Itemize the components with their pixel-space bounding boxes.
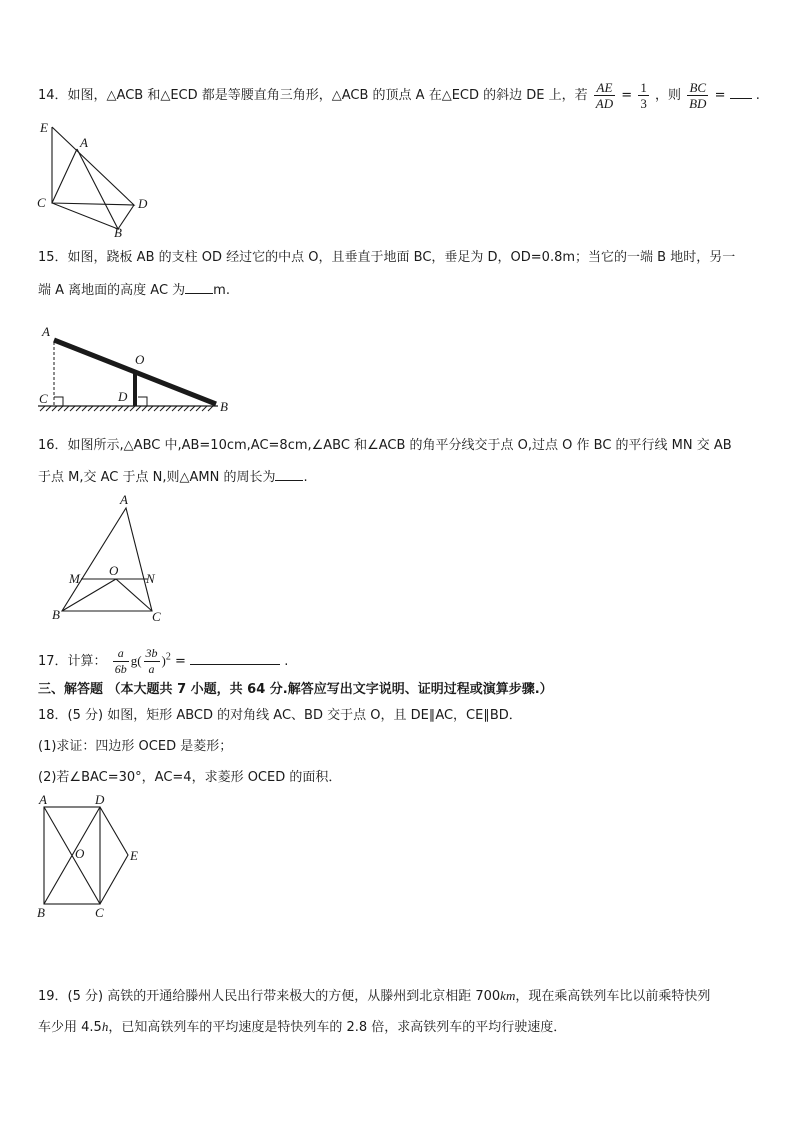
q16-figure	[45, 493, 180, 628]
q17-fraction-3b-a: $\frac{3b}{a}$	[145, 646, 158, 676]
q14-fraction-bc-bd: $\frac{BC}{BD}$	[689, 80, 707, 111]
q18-figure	[32, 790, 157, 925]
q18-segments-de-ce	[100, 807, 128, 904]
q19-line-2: 车少用 4.5h，已知高铁列车的平均速度是特快列车的 2.8 倍，求高铁列车的平均行驶速度．	[38, 1019, 567, 1035]
q15-label-b: B	[220, 399, 228, 414]
q18-label-o: O	[75, 846, 85, 861]
q16-label-c: C	[152, 609, 161, 624]
q14-fraction-ae-ad: $\frac{AE}{AD}$	[595, 80, 614, 111]
q16-label-n: N	[146, 571, 155, 586]
q14-label-c: C	[37, 195, 46, 210]
q16-label-a: A	[120, 492, 128, 507]
q18-label-b: B	[37, 905, 45, 920]
q14-label-e: E	[40, 120, 48, 135]
q16-triangle-abc	[62, 508, 152, 611]
q16-label-b: B	[52, 607, 60, 622]
q15-line-2: 端 A 离地面的高度 AC 为 m.	[38, 283, 230, 298]
q18-line-1: 18．(5 分) 如图，矩形 ABCD 的对角线 AC、BD 交于点 O，且 DE∥AC，CE∥BD．	[38, 708, 522, 723]
q18-line-2: (1)求证：四边形 OCED 是菱形；	[38, 739, 233, 754]
q15-label-o: O	[135, 352, 145, 367]
q14-fraction-one-third: $\frac{1}{3}$	[640, 80, 647, 111]
q14-text: 14．如图，△ACB 和△ECD 都是等腰直角三角形，△ACB 的顶点 A 在△ECD 的斜边 DE 上，若 $\frac{AE}{AD}$ = $\frac{1}{3}$ ，则 $\frac{BC}{BD}$ = .	[38, 80, 760, 111]
q14-triangle-ecd	[52, 127, 134, 205]
q14-label-d: D	[138, 196, 148, 211]
q17-line: 17．计算： $\frac{a}{6b}$ g( $\frac{3b}{a}$ )$^2$ = .	[38, 646, 289, 676]
q15-label-c: C	[39, 391, 48, 406]
q18-label-c: C	[95, 905, 104, 920]
section-3-heading	[38, 681, 553, 699]
q18-label-e: E	[130, 848, 138, 863]
q18-line-3: (2)若∠BAC=30°，AC=4，求菱形 OCED 的面积．	[38, 770, 342, 785]
q15-label-a: A	[42, 324, 50, 339]
q16-label-o: O	[109, 563, 119, 578]
q17-answer-blank[interactable]	[190, 652, 280, 665]
q14-figure	[30, 115, 160, 240]
q14-label-a: A	[80, 135, 88, 150]
q16-answer-blank[interactable]	[275, 468, 303, 481]
q16-line-1: 16．如图所示,△ABC 中,AB=10cm,AC=8cm,∠ABC 和∠ACB 的角平分线交于点 O,过点 O 作 BC 的平行线 MN 交 AB	[38, 438, 732, 453]
q15-answer-blank[interactable]	[185, 281, 213, 294]
q17-fraction-a-6b: $\frac{a}{6b}$	[114, 646, 127, 676]
q15-figure	[34, 318, 239, 418]
q15-right-angle-d	[138, 397, 147, 406]
q14-triangle-acb	[52, 149, 118, 229]
q15-ground-hatching	[40, 406, 213, 411]
q14-answer-blank[interactable]	[730, 86, 752, 99]
q16-label-m: M	[69, 571, 80, 586]
q14-label-b: B	[114, 225, 122, 240]
q19-line-1: 19．(5 分) 高铁的开通给滕州人民出行带来极大的方便，从滕州到北京相距 700km，现在乘高铁列车比以前乘特快列	[38, 988, 711, 1004]
q15-line-1: 15．如图，跷板 AB 的支柱 OD 经过它的中点 O，且垂直于地面 BC，垂足为 D，OD=0.8m；当它的一端 B 地时，另一	[38, 250, 736, 265]
q14-statement: 14．如图，△ACB 和△ECD 都是等腰直角三角形，△ACB 的顶点 A 在△ECD 的斜边 DE 上，若	[38, 88, 588, 103]
q18-label-a: A	[39, 792, 47, 807]
section-3-title: 三、解答题	[38, 682, 104, 697]
q16-line-2: 于点 M,交 AC 于点 N,则△AMN 的周长为 .	[38, 470, 308, 485]
q15-right-angle-c	[54, 397, 63, 406]
section-3-note: （本大题共 7 小题，共 64 分.解答应写出文字说明、证明过程或演算步骤.）	[107, 682, 553, 697]
q18-label-d: D	[95, 792, 105, 807]
q15-label-d: D	[118, 389, 128, 404]
